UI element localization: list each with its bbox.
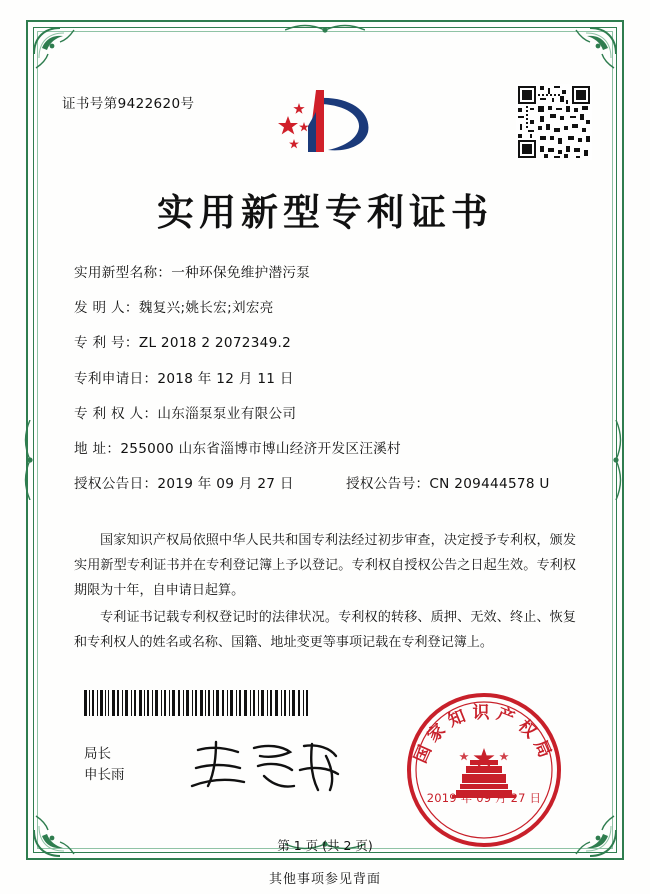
field-value: 山东淄泵泵业有限公司 xyxy=(157,405,297,422)
field-row-inventor xyxy=(74,300,574,318)
field-row-address xyxy=(74,441,574,459)
qr-code-icon xyxy=(516,84,592,160)
field-label: 授权公告日： xyxy=(74,476,158,493)
field-row-name xyxy=(74,265,574,283)
certificate-number: 证书号第9422620号 xyxy=(62,96,195,112)
field-label: 专 利 号： xyxy=(74,335,139,352)
field-value: 255000 山东省淄博市博山经济开发区汪溪村 xyxy=(120,440,401,457)
field-value: ZL 2018 2 2072349.2 xyxy=(138,335,292,352)
director-name: 申长雨 xyxy=(84,767,125,783)
seal-date: 2019 年 09 月 27 日 xyxy=(426,791,542,805)
paragraph-grant: 国家知识产权局依照中华人民共和国专利法经过初步审查，决定授予专利权，颁发实用新型专利证书并在专利登记簿上予以登记。专利权自授权公告之日起生效。专利权期限为十年，自申请日起算。 xyxy=(74,533,576,598)
field-label: 专 利 权 人： xyxy=(74,405,158,422)
body-text xyxy=(74,528,576,657)
field-label: 发 明 人： xyxy=(74,300,139,317)
page-title: 实用新型专利证书 xyxy=(157,190,493,234)
field-label: 实用新型名称： xyxy=(74,265,172,281)
page-indicator: 第 1 页 (共 2 页) xyxy=(277,838,373,853)
publication-date-group xyxy=(74,476,346,494)
publication-number-group xyxy=(346,476,574,494)
field-row-publication xyxy=(74,476,574,494)
field-label: 地 址： xyxy=(74,440,121,457)
director-title: 局长 xyxy=(84,746,111,762)
field-value: 2019 年 09 月 27 日 xyxy=(157,476,294,493)
field-list xyxy=(74,265,574,511)
field-value: 一种环保免维护潜污泵 xyxy=(171,265,311,281)
signature-handwriting-icon xyxy=(186,736,346,798)
field-value: 2018 年 12 月 11 日 xyxy=(157,370,294,387)
svg-text:国家知识产权局: 国家知识产权局 xyxy=(410,703,558,767)
signature-labels xyxy=(84,744,125,786)
edge-ornament-icon xyxy=(285,22,365,42)
field-value: CN 209444578 U xyxy=(429,476,550,493)
field-row-application-date xyxy=(74,371,574,389)
edge-ornament-icon xyxy=(608,420,624,504)
field-value: 魏复兴;姚长宏;刘宏亮 xyxy=(138,300,274,317)
barcode-icon xyxy=(84,690,308,716)
back-page-note: 其他事项参见背面 xyxy=(268,872,381,887)
corner-ornament-icon xyxy=(30,24,86,80)
field-row-patent-number xyxy=(74,335,574,353)
corner-ornament-icon xyxy=(564,24,620,80)
edge-ornament-icon xyxy=(22,420,38,504)
official-seal xyxy=(404,690,564,850)
field-row-patentee xyxy=(74,406,574,424)
field-label: 专利申请日： xyxy=(74,370,158,387)
cnipa-logo-icon xyxy=(272,82,380,158)
field-label: 授权公告号： xyxy=(346,476,430,493)
paragraph-registry: 专利证书记载专利权登记时的法律状况。专利权的转移、质押、无效、终止、恢复和专利权人的姓名或名称、国籍、地址变更等事项记载在专利登记簿上。 xyxy=(74,610,576,650)
